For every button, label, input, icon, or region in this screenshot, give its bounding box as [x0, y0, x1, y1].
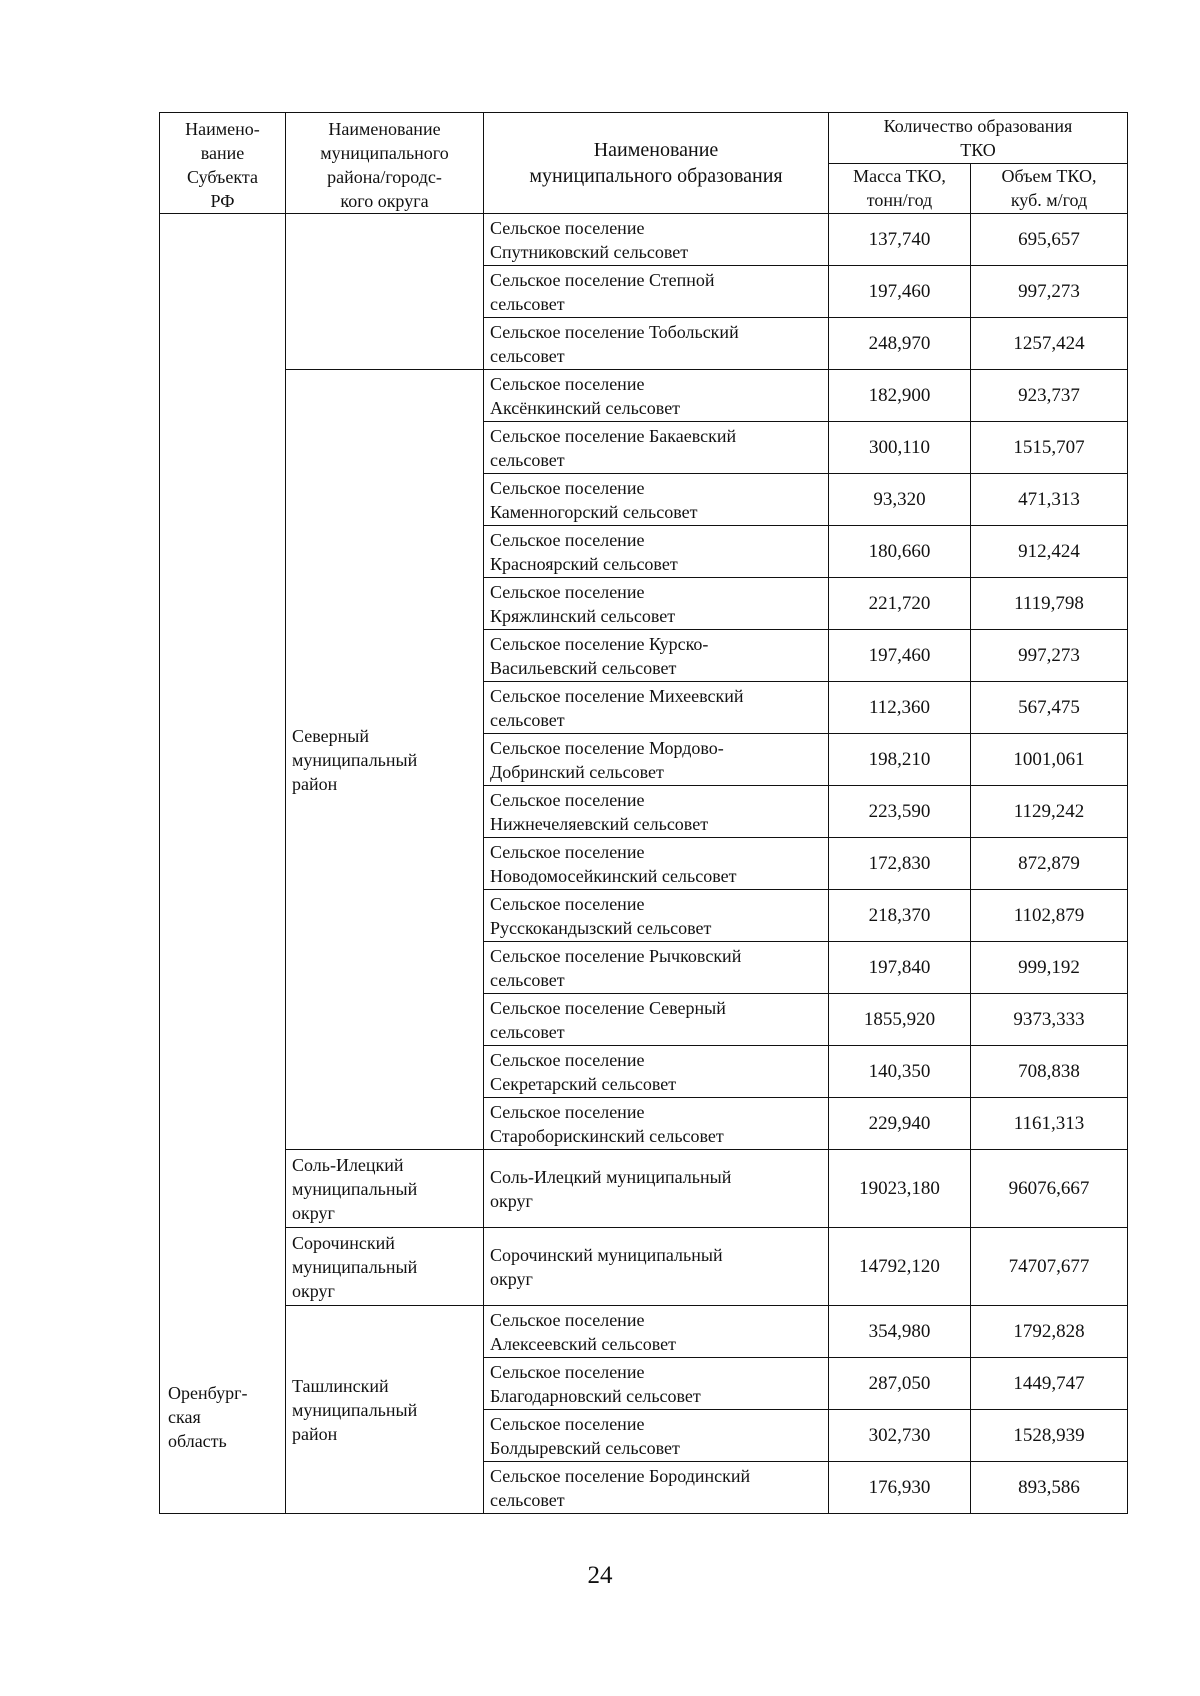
municipality-name: Сельское поселение Степной сельсовет: [484, 266, 829, 318]
volume-value: 471,313: [971, 474, 1128, 526]
table-row: [160, 370, 1128, 422]
mass-value: 248,970: [829, 318, 971, 370]
volume-value: 695,657: [971, 214, 1128, 266]
mass-value: 176,930: [829, 1462, 971, 1514]
volume-value: 1257,424: [971, 318, 1128, 370]
volume-value: 997,273: [971, 630, 1128, 682]
mass-value: 112,360: [829, 682, 971, 734]
mass-value: 300,110: [829, 422, 971, 474]
municipality-name: Сельское поселение Новодомосейкинский сельсовет: [484, 838, 829, 890]
district-name: Соль-Илецкий муниципальный округ: [286, 1150, 484, 1228]
municipality-name: Сельское поселение Русскокандызский сельсовет: [484, 890, 829, 942]
municipality-name: Сельское поселение Староборискинский сельсовет: [484, 1098, 829, 1150]
header-district: Наименование муниципального района/городс- кого округа: [286, 113, 484, 214]
header-municipality: Наименование муниципального образования: [484, 113, 829, 214]
volume-value: 923,737: [971, 370, 1128, 422]
volume-value: 997,273: [971, 266, 1128, 318]
table-row: [160, 1306, 1128, 1358]
district-name: Сорочинский муниципальный округ: [286, 1228, 484, 1306]
volume-value: 567,475: [971, 682, 1128, 734]
volume-value: 96076,667: [971, 1150, 1128, 1228]
mass-value: 223,590: [829, 786, 971, 838]
mass-value: 221,720: [829, 578, 971, 630]
district-name: Северный муниципальный район: [286, 370, 484, 1150]
header-quantity-group: Количество образования ТКО: [829, 113, 1128, 164]
table-row: [160, 113, 1128, 164]
table-body: [160, 113, 1128, 1514]
volume-value: 893,586: [971, 1462, 1128, 1514]
municipality-name: Сельское поселение Бакаевский сельсовет: [484, 422, 829, 474]
mass-value: 197,460: [829, 266, 971, 318]
municipality-name: Сельское поселение Алексеевский сельсовет: [484, 1306, 829, 1358]
volume-value: 1449,747: [971, 1358, 1128, 1410]
mass-value: 302,730: [829, 1410, 971, 1462]
municipality-name: Сельское поселение Бородинский сельсовет: [484, 1462, 829, 1514]
municipality-name: Сельское поселение Нижнечеляевский сельсовет: [484, 786, 829, 838]
volume-value: 999,192: [971, 942, 1128, 994]
mass-value: 19023,180: [829, 1150, 971, 1228]
header-subject: Наимено- вание Субъекта РФ: [160, 113, 286, 214]
volume-value: 74707,677: [971, 1228, 1128, 1306]
municipality-name: Соль-Илецкий муниципальный округ: [484, 1150, 829, 1228]
mass-value: 137,740: [829, 214, 971, 266]
mass-value: 180,660: [829, 526, 971, 578]
municipality-name: Сельское поселение Благодарновский сельсовет: [484, 1358, 829, 1410]
volume-value: 1129,242: [971, 786, 1128, 838]
mass-value: 229,940: [829, 1098, 971, 1150]
municipality-name: Сельское поселение Северный сельсовет: [484, 994, 829, 1046]
volume-value: 1119,798: [971, 578, 1128, 630]
volume-value: 1515,707: [971, 422, 1128, 474]
municipality-name: Сельское поселение Курско- Васильевский сельсовет: [484, 630, 829, 682]
municipality-name: Сельское поселение Секретарский сельсовет: [484, 1046, 829, 1098]
mass-value: 172,830: [829, 838, 971, 890]
volume-value: 1161,313: [971, 1098, 1128, 1150]
district-cell-empty: [286, 214, 484, 370]
volume-value: 1528,939: [971, 1410, 1128, 1462]
mass-value: 14792,120: [829, 1228, 971, 1306]
municipality-name: Сельское поселение Тобольский сельсовет: [484, 318, 829, 370]
volume-value: 1102,879: [971, 890, 1128, 942]
header-mass: Масса ТКО, тонн/год: [829, 163, 971, 214]
volume-value: 1001,061: [971, 734, 1128, 786]
mass-value: 1855,920: [829, 994, 971, 1046]
municipality-name: Сельское поселение Спутниковский сельсовет: [484, 214, 829, 266]
municipality-name: Сельское поселение Аксёнкинский сельсовет: [484, 370, 829, 422]
table-row: [160, 1228, 1128, 1306]
municipality-name: Сельское поселение Каменногорский сельсовет: [484, 474, 829, 526]
mass-value: 140,350: [829, 1046, 971, 1098]
page-number: 24: [587, 1562, 613, 1589]
mass-value: 197,460: [829, 630, 971, 682]
municipality-name: Сельское поселение Красноярский сельсовет: [484, 526, 829, 578]
mass-value: 197,840: [829, 942, 971, 994]
mass-value: 354,980: [829, 1306, 971, 1358]
mass-value: 287,050: [829, 1358, 971, 1410]
mass-value: 182,900: [829, 370, 971, 422]
volume-value: 912,424: [971, 526, 1128, 578]
subject-name: Оренбург- ская область: [160, 214, 286, 1514]
mass-value: 218,370: [829, 890, 971, 942]
district-name: Ташлинский муниципальный район: [286, 1306, 484, 1514]
tko-table: [159, 112, 1128, 1514]
municipality-name: Сельское поселение Мордово- Добринский сельсовет: [484, 734, 829, 786]
municipality-name: Сельское поселение Кряжлинский сельсовет: [484, 578, 829, 630]
volume-value: 1792,828: [971, 1306, 1128, 1358]
municipality-name: Сельское поселение Рычковский сельсовет: [484, 942, 829, 994]
municipality-name: Сельское поселение Михеевский сельсовет: [484, 682, 829, 734]
mass-value: 198,210: [829, 734, 971, 786]
mass-value: 93,320: [829, 474, 971, 526]
table-row: [160, 214, 1128, 266]
volume-value: 9373,333: [971, 994, 1128, 1046]
municipality-name: Сорочинский муниципальный округ: [484, 1228, 829, 1306]
volume-value: 872,879: [971, 838, 1128, 890]
table-row: [160, 1150, 1128, 1228]
header-volume: Объем ТКО, куб. м/год: [971, 163, 1128, 214]
municipality-name: Сельское поселение Болдыревский сельсовет: [484, 1410, 829, 1462]
volume-value: 708,838: [971, 1046, 1128, 1098]
